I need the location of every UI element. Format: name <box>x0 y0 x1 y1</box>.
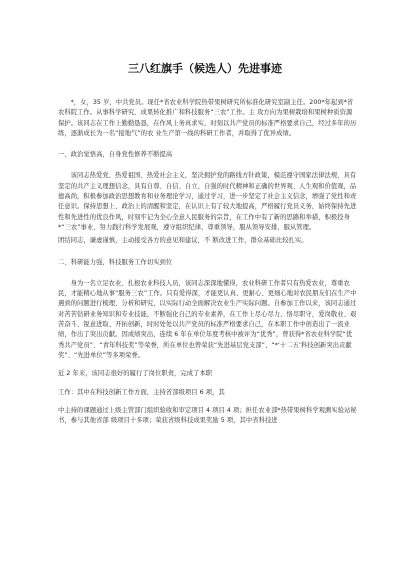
paragraph-work: 工作：其中在科技创新工作方面，主持省部级项目 6 项，其 <box>58 388 225 396</box>
document-title: 三八红旗手（候选人）先进事迹 <box>128 62 282 75</box>
paragraph-political: 该同志热爱党、热爱祖国、热爱社会主义，坚决拥护党的路线方针政策，模范遵守国家法律法规，具有坚定的共产主义理想信念，具有自尊、自信、自立、自强的时代精神和正确的世界观、人生观和价值观，品德高尚，积极参加政治思想教育和业务理论学习，通过学习，进一步坚定了社会主义信念，增强了党性和责任意识。保持思想上、政治上的清醒和坚定，在认识上有了较大地提高，严格履行党员义务，始终保持先进性和先进性的优良作风，时刻牢记为全心全意人民服务的宗旨，在工作中有了新的思路和举措，积极投身*“三农”事业，努力践行科学发展观，遵守组织纪律，尊重领导，服从领导安排，服从管理。 <box>58 172 357 231</box>
section-heading-1: 一、政治觉悟高，自身党性修养不断提高 <box>58 151 173 159</box>
paragraph-research: 身为一名立足农业、扎根农业科技人员，该同志深深地懂得，农业科研工作者只有热爱农业，尊重农民，才能精心地从事“服务三农”工作。只有爱得深，才能更认真、更耐心、更细心地对农民朋友们在生产中遇到的问题进行梳理、分析和研究，以实际行动全面解决农业生产实际问题。自参加工作以来，该同志通过对苦苦钻研业务知识和专业技能，不断强化自己的专业素养，在工作上尽心尽力、恪尽职守，爱岗敬业、艰苦奋斗、锐意进取、开拓创新，时时处处以共产党员的标准严格要求自己，在本职工作中创造出了一流业绩，作出了突出贡献。因成绩突出，连续 6 年在单位年度考核中被评为“优秀”，曾获得*省农业科学院“优秀共产党员”、“青年科技奖”等荣誉，所在单位也曾荣获“先进基层党支部”、“*‘十二五’科技创新突出贡献奖”、“先进单位”等多项荣誉。 <box>58 279 357 359</box>
document-body <box>58 98 358 426</box>
section-heading-2: 二、科研能力强，科技服务工作切实到位 <box>58 258 173 266</box>
paragraph-intro: *，女，35 岁，中共党员。现任*省农业科学院热带果树研究所标准化研究室副主任。200*年起到*省农科院工作。从事科学研究、成果转化推广和科技服务“三农”工作。主 攻方向为果树栽培和果树种质资源保护。该同志在工作上勤勤恳恳，在作风上务真求实，时刻以共产党员的标准严格要求自己，经过多年的历练，逐渐成长为一名“接地气”的农 业生产第一线的科研工作者，并取得了优异成绩。 <box>58 99 357 137</box>
paragraph-unity: 团结同志，谦虚谨慎，主动接受各方的意见和建议，不 断改进工作，群众基础比较扎实。 <box>58 237 308 245</box>
paragraph-recent: 近 2 年来，该同志很好的履行了岗位职责，完成了本职 <box>58 370 213 378</box>
paragraph-projects: 中主持的课题通过上级主管部门组织验收和审定项目 4 项目 4 项；担任农业部*热带果树科学观测实验站秘书，参与其他省部 级项目十多项；荣获省级科技成果奖励 5 项，其中省科技进 <box>58 406 357 425</box>
